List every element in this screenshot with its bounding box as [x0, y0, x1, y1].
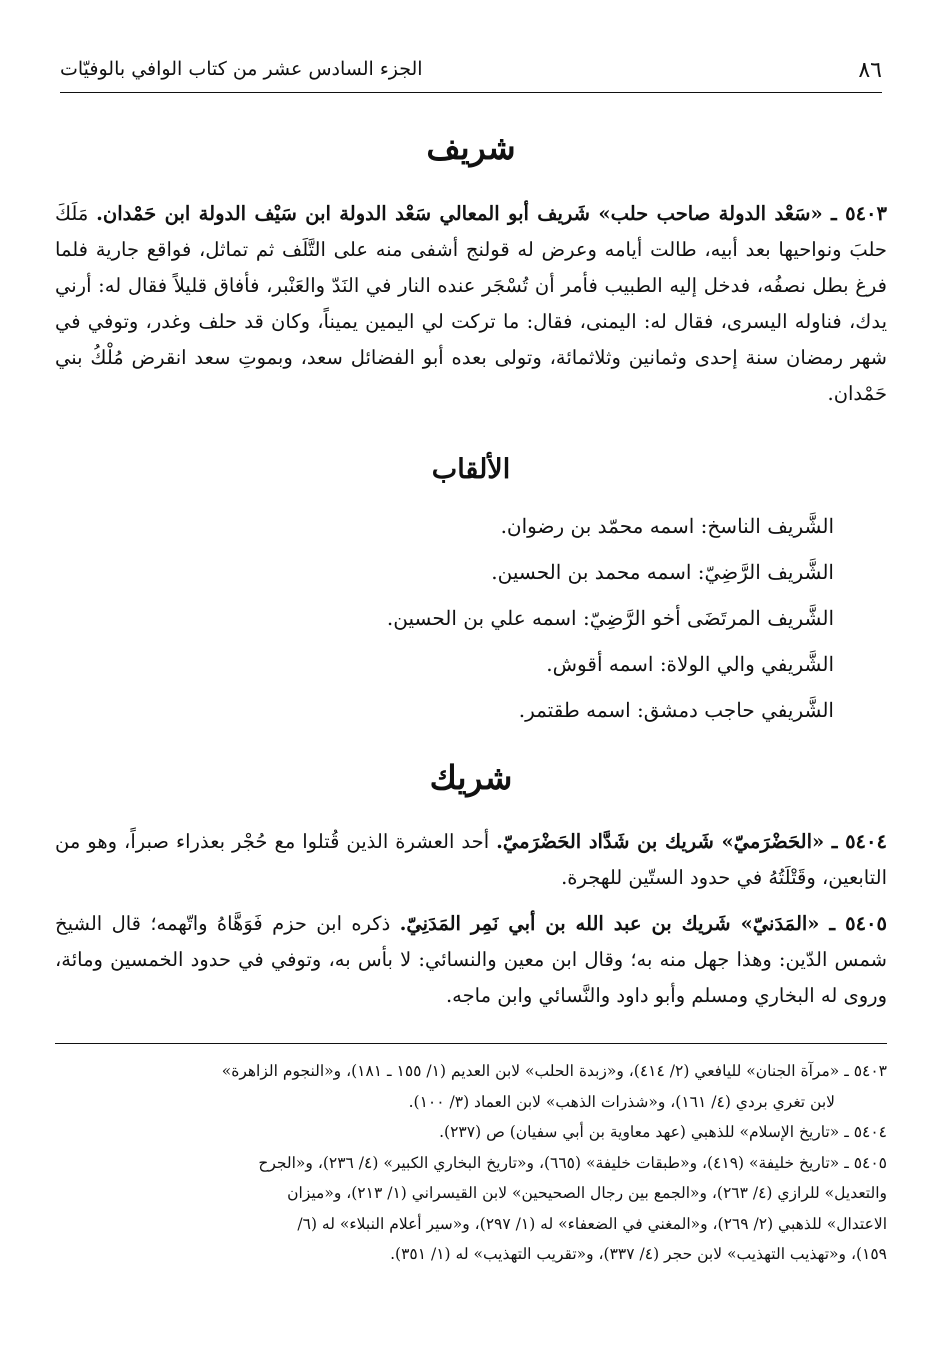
entry-5405-body: ذكره ابن حزم فَوَهَّاهُ واتّهمه؛ قال الشيخ شمس الدّين: وهذا جهل منه به؛ وقال ابن معين والنسائي: لا بأس به، وتوفي في حدود الخمسين ومائة، وروى له البخاري ومسلم وأبو داود والنَّسائي وابن ماجه. [55, 912, 887, 1007]
footnote-line: «تاريخ الإسلام» للذهبي (عهد معاوية بن أبي سفيان) ص (٢٣٧). [439, 1123, 840, 1141]
section-heading-sharif: شريف [426, 128, 516, 167]
entry-5404-body: أحد العشرة الذين قُتلوا مع حُجْر بعذراء صبراً، وهو من التابعين، وقَتْلَتُهُ في حدود الستّين للهجرة. [55, 830, 887, 889]
alqab-list [100, 508, 834, 738]
entry-5404 [55, 824, 887, 896]
footnotes [55, 1056, 887, 1270]
alqab-item: الشَّريف الناسخ: اسمه محمّد بن رضوان. [500, 514, 834, 538]
book-title: الجزء السادس عشر من كتاب الوافي بالوفيّات [60, 58, 423, 80]
footnote-line: ١٥٩)، و«تهذيب التهذيب» لابن حجر (٤/ ٣٣٧)، و«تقريب التهذيب» له (١/ ٣٥١). [390, 1245, 887, 1263]
entry-5403-body: مَلَكَ حلبَ ونواحيها بعد أبيه، طالت أيامه وعرض له قولنج أشفى منه على التَّلَف ثم تماثل، فواقع جارية فلما فرغ بطل نصفُه، فدخل إليه الطبيب فأمر أن تُسْجَر عنده النار في النَدّ والعَنْبر، فأفاق قليلاً فقال له: أرني يدك، فناوله اليسرى، فقال له: اليمنى، فقال: ما تركت لي اليمين يميناً، وكان قد حلف وغدر، وتوفي في شهر رمضان سنة إحدى وثمانين وثلاثمائة، وتولى بعده أبو الفضائل سعد، وبموتِ سعد انقرض مُلْكُ بني حَمْدان. [55, 202, 887, 405]
section-heading-alqab: الألقاب [431, 454, 511, 485]
footnote-5405 [55, 1148, 887, 1270]
entry-5403 [55, 196, 887, 412]
footnote-line: لابن تغري بردي (٤/ ١٦١)، و«شذرات الذهب» لابن العماد (٣/ ١٠٠). [408, 1092, 835, 1111]
page-number: ٨٦ [858, 58, 882, 83]
entry-5404-head: ٥٤٠٤ ـ «الحَضْرَميّ» شَريك بن شَدَّاد الحَضْرَميّ. [496, 830, 887, 853]
running-head [60, 52, 882, 93]
footnote-line: «مرآة الجنان» لليافعي (٢/ ٤١٤)، و«زبدة الحلب» لابن العديم (١/ ١٥٥ ـ ١٨١)، و«النجوم الزاهرة» [221, 1062, 840, 1080]
alqab-item: الشَّريف الرَّضِيّ: اسمه محمد بن الحسين. [491, 560, 834, 584]
footnote-divider [55, 1043, 887, 1044]
section-heading-sharik: شريك [429, 758, 513, 797]
footnote-number: ٥٤٠٤ ـ [844, 1123, 887, 1141]
footnote-line: والتعديل» للرازي (٤/ ٢٦٣)، و«الجمع بين رجال الصحيحين» لابن القيسراني (١/ ٢١٣)، و«ميزان [287, 1184, 887, 1202]
footnote-line: الاعتدال» للذهبي (٢/ ٢٦٩)، و«المغني في الضعفاء» له (١/ ٢٩٧)، و«سير أعلام النبلاء» له (٦/ [297, 1214, 887, 1233]
footnote-line: «تاريخ خليفة» (٤١٩)، و«طبقات خليفة» (٦٦٥)، و«تاريخ البخاري الكبير» (٤/ ٢٣٦)، و«الجرح [258, 1153, 840, 1172]
alqab-item: الشَّريفي حاجب دمشق: اسمه طقتمر. [518, 698, 834, 722]
entry-5405 [55, 906, 887, 1014]
entry-5405-head: ٥٤٠٥ ـ «المَدَنيّ» شَريك بن عبد الله بن أبي نَمِر المَدَنِيّ. [399, 912, 887, 935]
footnote-5404 [55, 1117, 887, 1148]
entry-5403-head: ٥٤٠٣ ـ «سَعْد الدولة صاحب حلب» شَريف أبو المعالي سَعْد الدولة ابن سَيْف الدولة ابن حَمْدان. [96, 202, 887, 225]
alqab-item: الشَّريف المرتَضَى أخو الرَّضِيّ: اسمه علي بن الحسين. [386, 606, 834, 630]
footnote-number: ٥٤٠٣ ـ [844, 1062, 887, 1080]
alqab-item: الشَّريفي والي الولاة: اسمه أقوش. [546, 652, 834, 676]
footnote-5403 [55, 1056, 887, 1117]
footnote-number: ٥٤٠٥ ـ [844, 1153, 887, 1172]
